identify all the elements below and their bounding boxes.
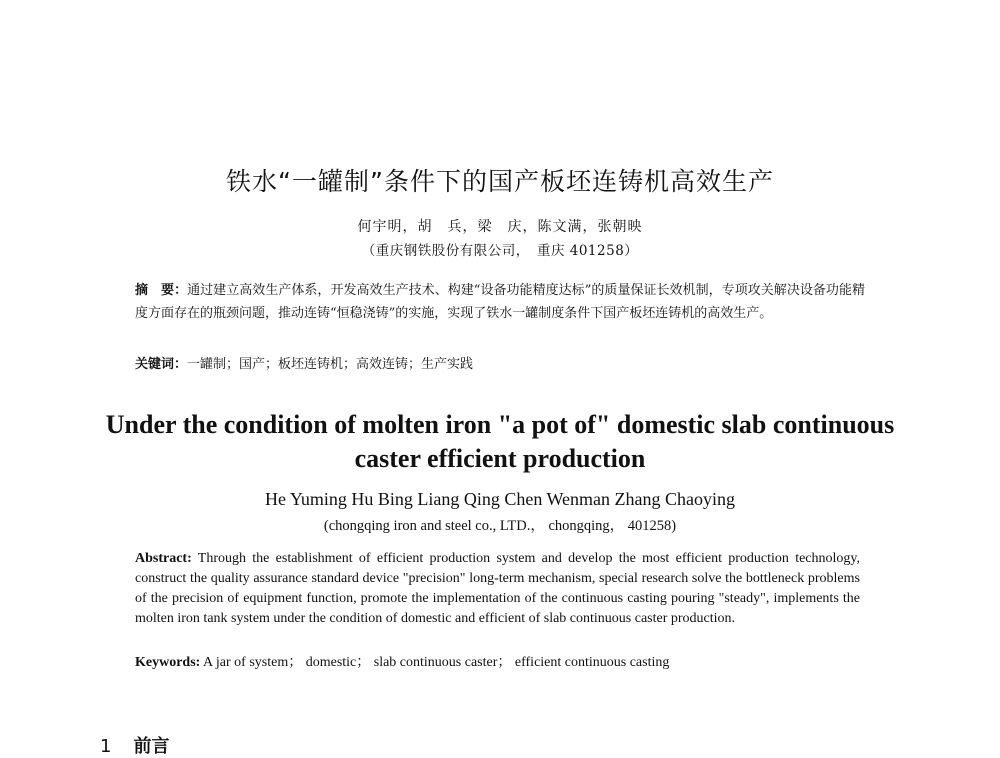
en-keywords-text: A jar of system； domestic； slab continuous caster； efficient continuous casting xyxy=(200,655,670,670)
zh-keywords xyxy=(135,353,865,372)
zh-abstract-text: 通过建立高效生产体系，开发高效生产技术、构建“设备功能精度达标”的质量保证长效机制，专项攻关解决设备功能精度方面存在的瓶颈问题，推动连铸“恒稳浇铸”的实施，实现了铁水一罐制度条件下国产板坯连铸机的高效生产。 xyxy=(135,283,865,321)
zh-abstract xyxy=(135,279,865,325)
en-abstract xyxy=(135,549,860,629)
en-title: Under the condition of molten iron "a pot of" domestic slab continuous caster efficient production xyxy=(105,410,895,473)
en-keywords xyxy=(135,651,860,671)
zh-authors: 何宇明，胡 兵，梁 庆，陈文满，张朝映 xyxy=(357,219,643,235)
zh-title: 铁水“一罐制”条件下的国产板坯连铸机高效生产 xyxy=(226,167,774,196)
en-abstract-label: Abstract: xyxy=(135,551,192,566)
en-affiliation: (chongqing iron and steel co., LTD.， chongqing， 401258) xyxy=(323,518,677,534)
en-abstract-text: Through the establishment of efficient production system and develop the most efficient production technology, construct the quality assurance standard device "precision" long-term mechanism, special research solve the bottleneck problems of the precision of equipment function, promote the implementation of the continuous casting pouring "steady", implements the molten iron tank system under the condition of domestic and efficient of slab continuous caster production. xyxy=(135,551,860,626)
section-heading xyxy=(100,732,169,758)
section-number: 1 xyxy=(100,736,112,757)
zh-keywords-text: 一罐制；国产；板坯连铸机；高效连铸；生产实践 xyxy=(187,357,474,372)
section-title: 前言 xyxy=(133,736,170,757)
zh-keywords-label: 关键词： xyxy=(135,357,188,372)
en-keywords-label: Keywords: xyxy=(135,655,201,670)
zh-abstract-label: 摘 要： xyxy=(135,283,188,298)
en-authors: He Yuming Hu Bing Liang Qing Chen Wenman Zhang Chaoying xyxy=(265,489,735,509)
zh-affiliation: （重庆钢铁股份有限公司， 重庆 401258） xyxy=(361,243,639,259)
